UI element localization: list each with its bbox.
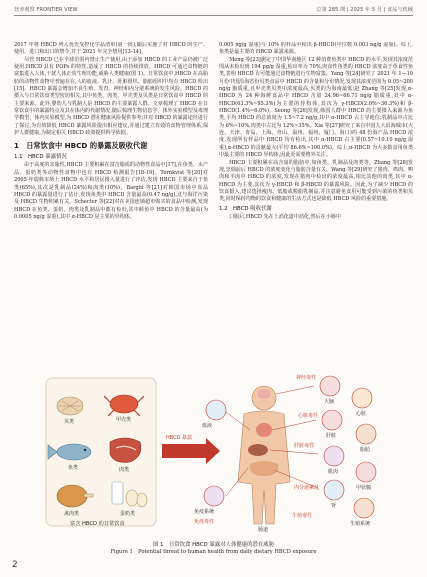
effect-label-endocrine: 内分泌紊乱	[294, 485, 320, 491]
food-label-fish: 鱼类	[68, 465, 79, 471]
target-label-thyroid: 甲状腺	[356, 485, 372, 491]
paragraph: 0.005 ng/g 湿重)与 10% 的样品中检出 β-HBCD(中位数 0.003 ng/g 湿重)。综上,鱼类是最主要的 HBCD 暴露来源。	[219, 42, 413, 56]
food-label-poultry: 禽肉类	[64, 511, 80, 517]
paragraph: 2017 年将 HBCD 列入优先受控化学品清单(第一批),随后实施了对 HBCD 的生产、使用、进口和出口的禁令,并于 2021 年完全禁用[13-14]。	[14, 42, 208, 56]
food-label-egg-milk: 蛋奶类	[120, 511, 136, 517]
paragraph: 尽管 HBCD 已在全球范围内禁止生产使用,由于添加 HBCD 的工业产品仍被广泛使用,HBCD 具有 POPs 的特性,造成了 HBCD 的持续排放。HBCD 可通过食物链的富集进入人体,干扰人体正常生理功能,威胁人类健康(图 1)。日常饮食中,HBCD 在高脂肪的动物性食物中普遍存在,人的血液、乳汁、肝脏组织、脂肪组织中均有 HBCD 检出[15]。HBCD 暴露会增加不良生殖、发育、神经和内分泌系统的发生风险。HBCD 的摄入与日常饮食类型密切相关,其中鱼类、肉类、甲壳类及贝类是日常饮食中 HBCD 的主要来源。此外,婴幼儿与乳制人是 HBCD 的主要暴露人群。文章梳理了 HBCD 在日常饮食中的暴露特点及其在体内的代谢情况,随后梳理生物信息学、体外实验模型及毒理学模型、体内实验模型,为 HBCD 潜在健康风险提供参考;并对 HBCD 的暴露途径进行了探讨,为有效降低 HBCD 暴露风险提出相应建议,并通过建立有效的食物管理体系,保护人群健康,为制定相关 HBCD 政策提供科学依据。	[14, 56, 208, 137]
running-header	[14, 5, 413, 15]
target-label-immune: 免疫系统	[194, 509, 215, 515]
target-label-fat: 脂肪	[360, 447, 371, 453]
subsection-heading: 1.2 HBCD 吸收代谢	[219, 205, 272, 212]
food-group-title: 富含 HBCD 的日常饮食	[70, 521, 125, 527]
effect-label-hepato: 肝脏毒性	[294, 443, 315, 449]
target-label-brain: 大脑	[324, 399, 335, 405]
section-heading: 1 日常饮食中 HBCD 的暴露及吸收代谢	[14, 141, 148, 151]
exposure-label: HBCD 暴露	[166, 435, 193, 441]
effect-label-neuro: 神经毒性	[296, 375, 317, 381]
food-label-meat: 肉类	[119, 467, 130, 473]
target-label-heart: 心脏	[356, 411, 367, 417]
page-number: 2	[12, 560, 18, 570]
exposure-arrow	[162, 438, 220, 464]
figure-illustration	[44, 372, 392, 532]
journal-section: 营养观察 FRONTIER VIEW	[14, 7, 78, 13]
figure-caption-en: Figure 1 Potential threat to human health from daily dietary HBCD exposure	[110, 549, 317, 555]
target-label-liver: 肝脏	[326, 433, 337, 439]
target-label-muscle: 肌肉	[328, 469, 339, 475]
human-body-icon	[238, 386, 290, 524]
shellfish-icon	[57, 397, 83, 415]
organ-bubbles	[204, 376, 376, 518]
subsection-heading: 1.1 HBCD 暴露情况	[14, 154, 67, 161]
paragraph: 由于高度的亲脂性,HBCD 主要积累在富含脂质的动物性食品中[17],在鱼类、水产品、蛋奶类等动物性食物中也有 HBCD 检测报告[18-19]。Tornkvist 等[20]对 2005 年瑞典市场上 HBCD 水平和居民摄入量进行了评估,发现 HBCD 主要来自于鱼类(65%),其次是乳制品(24%)和肉类(10%)。Barghi 等[21]对韩国市场中食品 HBCD 的暴露量进行了估计,发现鱼类中 HBCD 含量最高(0.47 ng/g),这与海洋污染及 HBCD 生物积累有关。Schecter 等[22]对在美国连锁超市购买的食品中检测,发现 HBCD 在鱼类、蛋奶、肉类及乳制品中都有检出,其中鲑鱼中 HBCD 的含量最高(为 0.0005 ng/g 湿重),其中 α-HBCD 是主要的异构体。	[14, 162, 208, 220]
paragraph: Meng 等[23]测定了中国华南地区 12 种消费鱼类中 HBCD 的水平,发现其浓度范围从未检出到 194 pg/g 湿重,检出率为 70%,肉食性鱼类的 HBCD 浓度高于草食性鱼类,表明 HBCD 有可能通过食物链进行生物富集。Yang 等[24]研究了 2021 年 1—10 月份中国沿海省份贝类食品中 HBCD 的含量和分布情况,发现其浓度范围为 0.05~200 ng/g 脂质重,且甲壳类贝类中浓度最高,贝类的为海南最低;赵 Zhang 等[25]发现,α-HBCD 为 24 种海鲜食品中 HBCD 含量 24.96~66.71 ng/g 脂质重,其中 α-HBCD(63.3%~95.3%)为主要的异构体,其次为 γ-HBCD(2.0%~36.3%)和 β-HBCD(1.4%~6.0%)。Seong 等[26]发现,韩国人群中 HBCD 的主要摄入来源为鱼类,平均 HBCD 的总浓度为 1.5~7.2 ng/g,其中 α-HBCD 占主导地位;乳制品中占比为 6%~10%,肉类中占比为 12%~35%。Xia 等[27]研究了来自中国九大沿海城市(大连、天津、青岛、上海、舟山、温州、福州、厦门、海口)的 48 份海产品 HBCD 浓度,发现所有样品中 HBCD 均有检出,其中 α-HBCD 占主要(0.57~10.10 ng/g 湿重),α-HBCD 的贡献最大(平均 86.6%~100.0%)。综上,α-HBCD 为大多数食用鱼类中最主要的 HBCD 异构体,因此更需要格外关注。	[219, 56, 413, 159]
figure-caption-cn: 图 1 日常饮食 HBCD 暴露对人体健康的潜在威胁	[152, 542, 275, 548]
target-label-kidney: 肾	[331, 503, 337, 509]
effect-label-cardio: 心脏毒性	[298, 413, 319, 419]
food-label-crustacean: 甲壳类	[116, 417, 132, 423]
food-label-shellfish: 贝类	[64, 419, 75, 425]
paragraph: 口服后,HBCD 先在上消化道中消化,然后在小肠中	[229, 213, 341, 220]
target-label-blood: 血液	[202, 423, 213, 429]
header-rule	[14, 15, 413, 16]
effect-label-immuno: 免疫毒性	[194, 519, 215, 525]
issue-info: 总第 285 期 | 2025 年 5 月 | 食品与机械	[316, 7, 413, 13]
paragraph: HBCD 主要积累在高含量的脂肪中,如鱼类、乳制品及肉类等。Zhang 等[28]发现,烹调前后 HBCD 的浓度变化与脂肪含量有关。Wang 等[29]研究了猪肉、鸡肉、鸭肉和羊肉中 HBCD 的浓度,发现在猪肉中检出的浓度最高,相比其他的肉类,其中 α-HBCD 为主要,其次为 γ-HBCD 和 β-HBCD 的暴露风险。因此,为了减少 HBCD 的饮食摄入,建议选择瘦肉、低脂或脱脂乳制品,并注意避免食用可能受到污染的鱼类和贝类,同时保持均衡的饮食和健康的生活方式也是降低 HBCD 风险的重要措施。	[219, 159, 413, 203]
target-label-reproductive: 生殖系统	[350, 521, 371, 527]
target-label-gut: 肠道	[258, 527, 269, 533]
figure-hbcd-exposure	[44, 372, 392, 532]
effect-label-repro: 生殖毒性	[292, 513, 313, 519]
